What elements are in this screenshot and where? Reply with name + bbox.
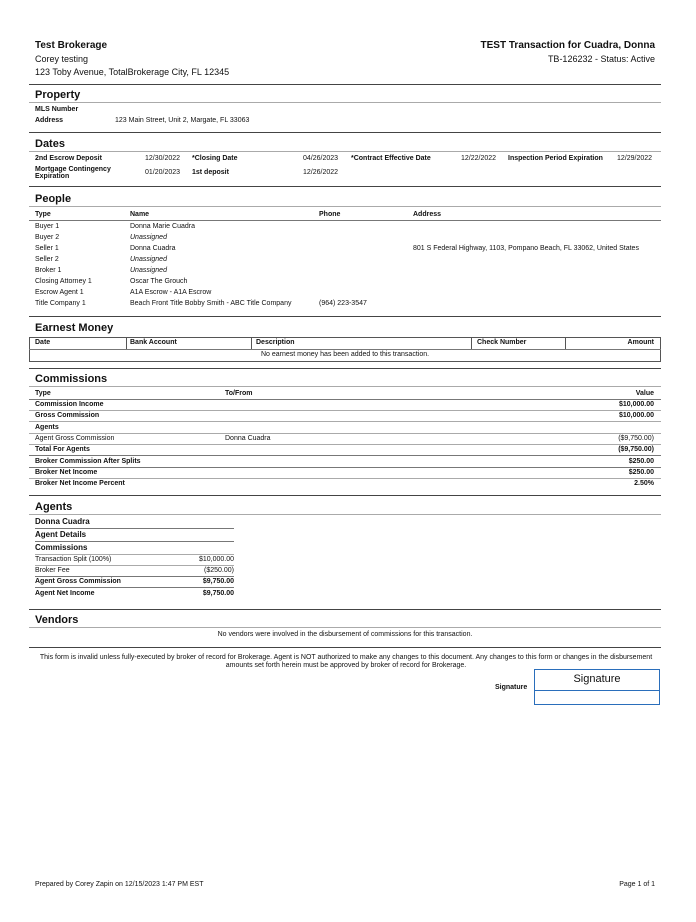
date-label: Inspection Period Expiration [508, 155, 603, 162]
divider [29, 410, 661, 411]
commission-type: Commission Income [35, 401, 104, 408]
divider [29, 316, 661, 317]
commission-value: $10,000.00 [618, 401, 654, 408]
divider [29, 627, 661, 628]
agent-row-label: Broker Fee [35, 567, 70, 574]
divider [29, 514, 661, 515]
commissions-section-title: Commissions [35, 373, 108, 385]
date-label: Mortgage Contingency Expiration [35, 166, 111, 180]
person-name: A1A Escrow - A1A Escrow [130, 289, 212, 296]
divider [29, 386, 661, 387]
divider [29, 132, 661, 133]
commission-type: Broker Net Income Percent [35, 480, 125, 487]
signature-box-title: Signature [573, 673, 621, 685]
property-section-title: Property [35, 89, 81, 101]
commission-type: Total For Agents [35, 446, 90, 453]
earnest-header-date: Date [35, 339, 51, 346]
vendors-section-title: Vendors [35, 614, 79, 626]
divider [29, 455, 661, 456]
transaction-status: TB-126232 - Status: Active [547, 54, 655, 64]
person-address: 801 S Federal Highway, 1103, Pompano Beach, FL 33062, United States [413, 245, 639, 252]
brokerage-address: 123 Toby Avenue, TotalBrokerage City, FL 12345 [35, 67, 230, 77]
agent-row-label: Agent Net Income [35, 590, 95, 597]
commissions-header-value: Value [635, 390, 654, 397]
person-type: Seller 1 [35, 245, 59, 252]
date-value: 12/30/2022 [145, 155, 181, 162]
agents-section-title: Agents [35, 501, 73, 513]
divider [29, 433, 661, 434]
commissions-header-type: Type [35, 390, 51, 397]
divider [29, 399, 661, 400]
agent-commissions-heading: Commissions [35, 543, 88, 552]
signature-box-divider [534, 690, 660, 691]
divider [29, 368, 661, 369]
person-type: Seller 2 [35, 256, 59, 263]
date-label: 2nd Escrow Deposit [35, 155, 102, 162]
divider [29, 206, 661, 207]
divider [29, 151, 661, 152]
commission-value: ($9,750.00) [618, 435, 654, 442]
divider [29, 349, 661, 350]
agent-row-label: Agent Gross Commission [35, 578, 121, 585]
divider [35, 587, 234, 588]
signature-label: Signature [495, 684, 528, 691]
commission-type: Agent Gross Commission [35, 435, 115, 442]
divider [29, 84, 661, 85]
earnest-header-check: Check Number [477, 339, 527, 346]
agent-name: Corey testing [35, 54, 89, 64]
agent-row-label: Transaction Split (100%) [35, 556, 112, 563]
date-label: *Contract Effective Date [351, 155, 431, 162]
divider [29, 186, 661, 187]
people-header-name: Name [130, 211, 150, 218]
divider [29, 609, 661, 610]
commission-value: $250.00 [628, 458, 654, 465]
agent-row-value: $9,750.00 [202, 590, 234, 597]
people-header-type: Type [35, 211, 51, 218]
person-name: Oscar The Grouch [130, 278, 188, 285]
divider [471, 337, 472, 349]
commission-value: 2.50% [634, 480, 654, 487]
divider [35, 554, 234, 555]
commission-value: ($9,750.00) [618, 446, 654, 453]
divider [29, 467, 661, 468]
divider [29, 478, 661, 479]
divider [126, 337, 127, 349]
date-value: 12/22/2022 [461, 155, 497, 162]
people-section-title: People [35, 193, 72, 205]
commission-value: $250.00 [628, 469, 654, 476]
divider [251, 337, 252, 349]
date-label: 1st deposit [192, 169, 229, 176]
person-name: Unassigned [130, 256, 167, 263]
divider [35, 541, 234, 542]
date-value: 12/26/2022 [303, 169, 339, 176]
divider [29, 647, 661, 648]
divider [35, 565, 234, 566]
earnest-empty-message: No earnest money has been added to this transaction. [260, 351, 430, 358]
person-type: Broker 1 [35, 267, 62, 274]
person-name: Beach Front Title Bobby Smith - ABC Title Company [130, 300, 292, 307]
dates-section-title: Dates [35, 138, 65, 150]
divider [29, 220, 661, 221]
page-number: Page 1 of 1 [619, 881, 655, 888]
date-value: 12/29/2022 [617, 155, 653, 162]
earnest-header-bank: Bank Account [130, 339, 177, 346]
earnest-header-amount: Amount [627, 339, 654, 346]
property-address: 123 Main Street, Unit 2, Margate, FL 33063 [115, 117, 250, 124]
earnest-header-description: Description [256, 339, 295, 346]
mls-label: MLS Number [35, 106, 79, 113]
commission-value: $10,000.00 [618, 412, 654, 419]
person-type: Title Company 1 [35, 300, 86, 307]
commission-type: Agents [35, 424, 59, 431]
divider [29, 495, 661, 496]
date-value: 01/20/2023 [145, 169, 181, 176]
commission-type: Broker Net Income [35, 469, 98, 476]
agent-details-heading: Agent Details [35, 530, 87, 539]
divider [29, 102, 661, 103]
person-type: Escrow Agent 1 [35, 289, 84, 296]
transaction-title: TEST Transaction for Cuadra, Donna [480, 40, 655, 51]
address-label: Address [35, 117, 64, 124]
agent-row-value: ($250.00) [204, 567, 234, 574]
divider [29, 421, 661, 422]
prepared-by: Prepared by Corey Zapin on 12/15/2023 1:47 PM EST [35, 881, 204, 888]
person-name: Donna Cuadra [130, 245, 176, 252]
person-type: Buyer 1 [35, 223, 60, 230]
person-phone: (964) 223-3547 [319, 300, 367, 307]
date-label: *Closing Date [192, 155, 238, 162]
vendors-empty-message: No vendors were involved in the disbursement of commissions for this transaction. [217, 631, 473, 638]
commission-type: Gross Commission [35, 412, 100, 419]
person-name: Donna Marie Cuadra [130, 223, 195, 230]
divider [29, 444, 661, 445]
divider [35, 528, 234, 529]
commission-type: Broker Commission After Splits [35, 458, 141, 465]
agent-row-value: $10,000.00 [198, 556, 234, 563]
agent-row-value: $9,750.00 [202, 578, 234, 585]
person-name: Unassigned [130, 234, 167, 241]
earnest-section-title: Earnest Money [35, 322, 114, 334]
divider [35, 576, 234, 577]
disclaimer: This form is invalid unless fully-executed by broker of record for Brokerage. Agent is NOT authorized to make any changes to this document. Any changes to this form or changes in the disbursement amounts set forth herein must be approved by broker of record for Brokerage. [39, 654, 653, 669]
person-type: Buyer 2 [35, 234, 60, 241]
people-header-phone: Phone [319, 211, 341, 218]
commission-to-from: Donna Cuadra [225, 435, 271, 442]
person-type: Closing Attorney 1 [35, 278, 92, 285]
person-name: Unassigned [130, 267, 167, 274]
commissions-header-to-from: To/From [225, 390, 253, 397]
brokerage-name: Test Brokerage [35, 40, 108, 51]
people-header-address: Address [413, 211, 442, 218]
agent-name-heading: Donna Cuadra [35, 517, 90, 526]
date-value: 04/26/2023 [303, 155, 339, 162]
